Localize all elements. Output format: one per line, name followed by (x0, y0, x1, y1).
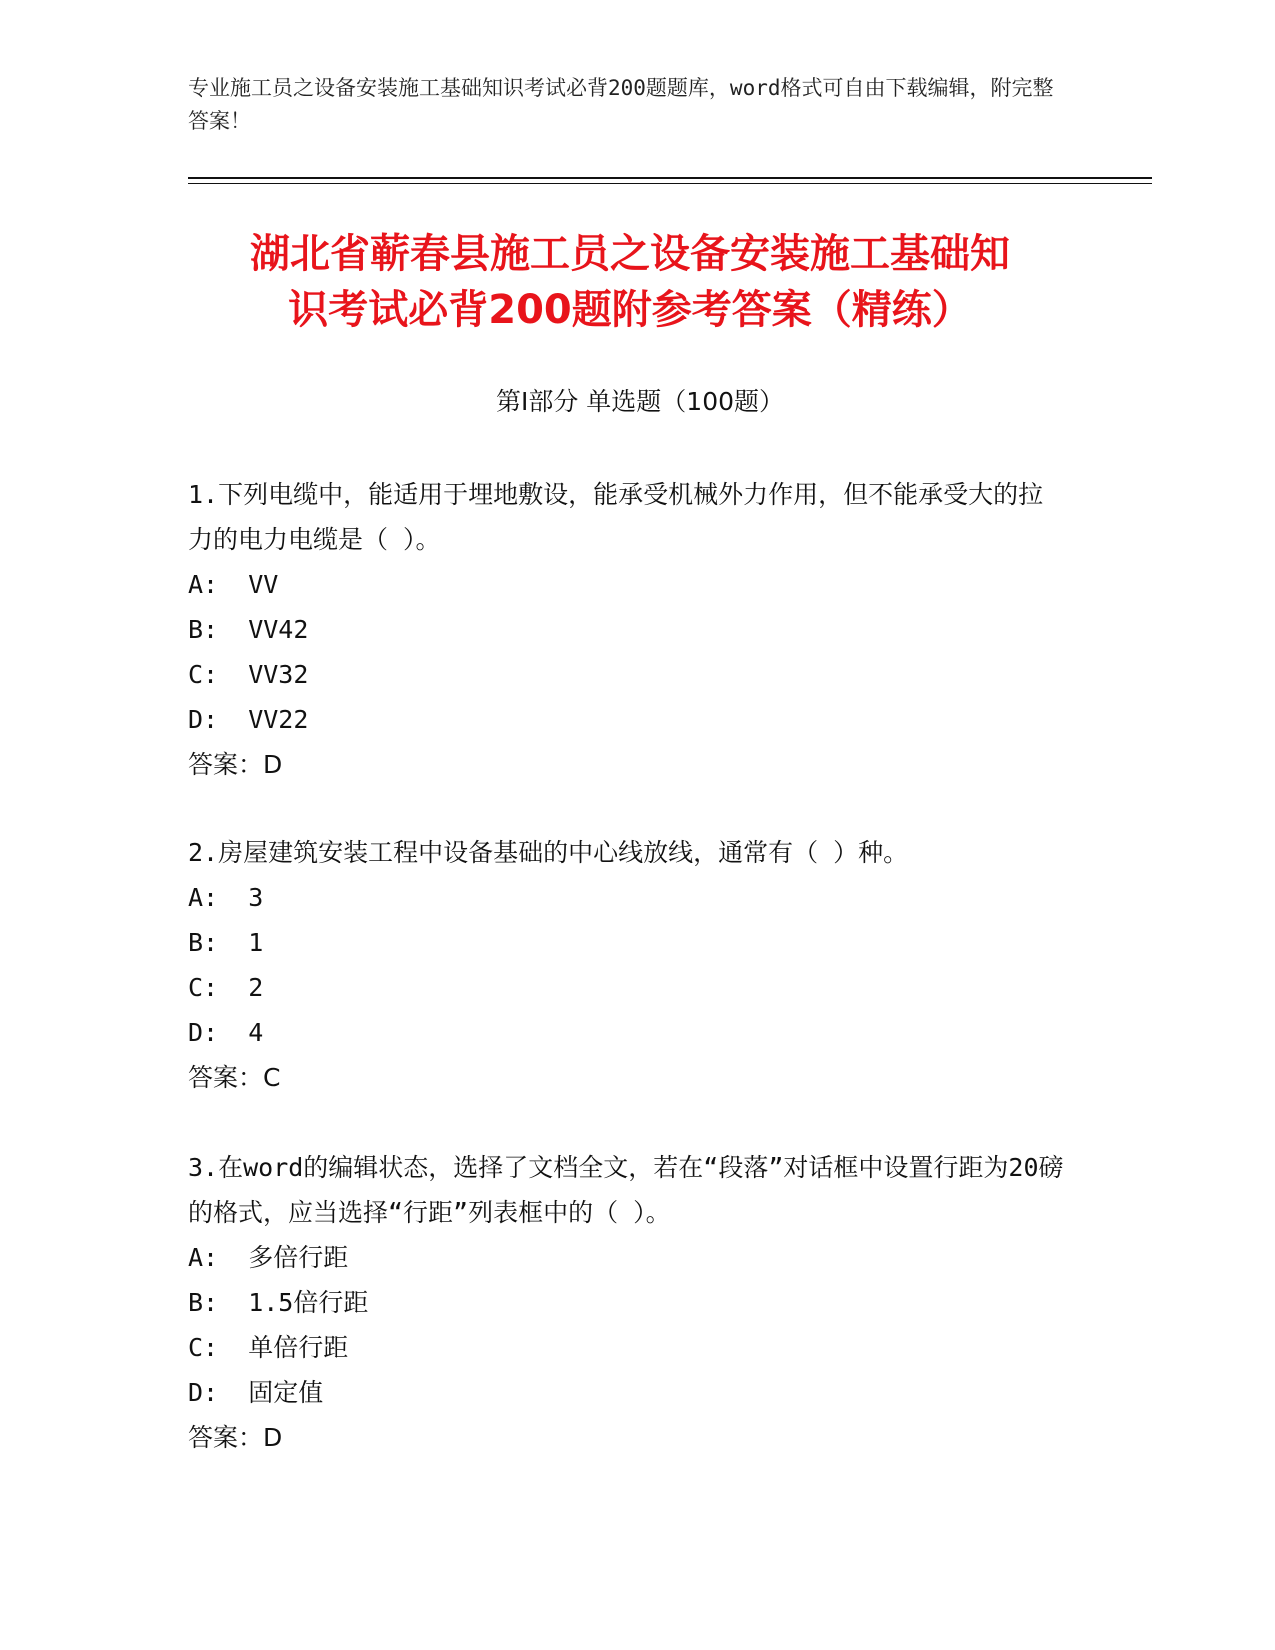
option-b: B: 1 (188, 928, 264, 957)
option-a: A: 3 (188, 883, 264, 912)
question-item (188, 472, 1068, 787)
option-c: C: 2 (188, 973, 264, 1002)
header-divider-thick (188, 177, 1152, 179)
question-item (188, 830, 1068, 1100)
option-b: B: 1.5倍行距 (188, 1288, 369, 1317)
option-a: A: 多倍行距 (188, 1243, 349, 1272)
question-item (188, 1145, 1068, 1460)
option-a: A: VV (188, 570, 279, 599)
header-divider-thin (188, 183, 1152, 184)
document-title-line-2: 识考试必背200题附参考答案（精练） (288, 287, 972, 333)
document-title-line-1: 湖北省蕲春县施工员之设备安装施工基础知 (250, 231, 1010, 277)
option-b: B: VV42 (188, 615, 309, 644)
option-d: D: VV22 (188, 705, 309, 734)
option-d: D: 固定值 (188, 1378, 324, 1407)
answer-line: 答案：D (188, 1423, 283, 1452)
document-title (180, 226, 1080, 338)
answer-line: 答案：C (188, 1063, 281, 1092)
question-stem: 1.下列电缆中，能适用于埋地敷设，能承受机械外力作用，但不能承受大的拉力的电力电缆是（ ）。 (188, 480, 1044, 554)
section-title: 第Ⅰ部分 单选题（100题） (495, 387, 785, 416)
option-c: C: VV32 (188, 660, 309, 689)
question-stem: 2.房屋建筑安装工程中设备基础的中心线放线，通常有（ ）种。 (188, 838, 909, 867)
option-d: D: 4 (188, 1018, 264, 1047)
header-note: 专业施工员之设备安装施工基础知识考试必背200题题库，word格式可自由下载编辑，附完整答案！ (188, 76, 1054, 133)
answer-line: 答案：D (188, 750, 283, 779)
question-stem: 3.在word的编辑状态，选择了文档全文，若在“段落”对话框中设置行距为20磅的格式，应当选择“行距”列表框中的（ ）。 (188, 1153, 1064, 1227)
option-c: C: 单倍行距 (188, 1333, 349, 1362)
